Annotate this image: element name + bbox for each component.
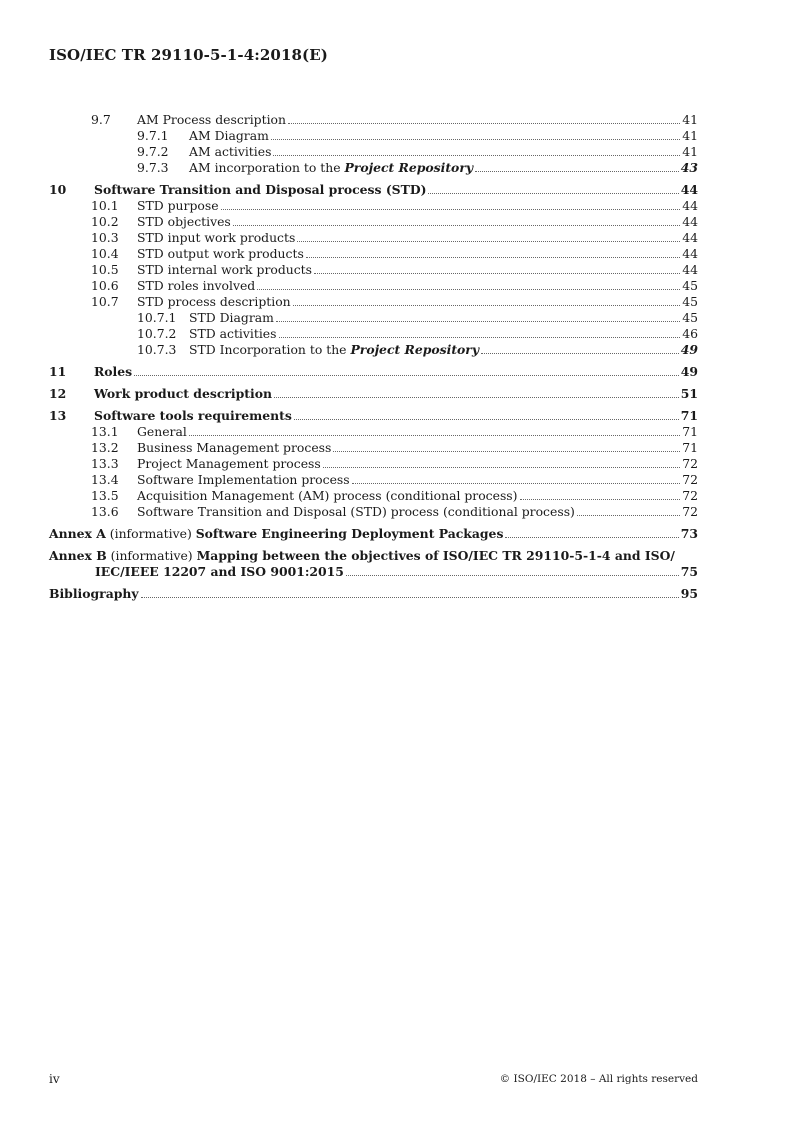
toc-page: 75 [680,564,698,579]
toc-title-emphasis: Project Repository [344,160,474,175]
toc-number: 13.4 [91,472,119,487]
toc-title-line1 [49,548,698,564]
annex-label: Annex A [49,526,106,541]
toc-title: AM Process description [137,112,286,127]
toc-entry-10-5[interactable] [49,262,698,278]
toc-page: 44 [680,182,698,197]
dot-leader [505,536,678,538]
toc-title: Software Transition and Disposal (STD) process (conditional process) [137,504,575,519]
toc-number: 9.7.3 [137,160,169,175]
annex-title-line1: Mapping between the objectives of ISO/IEC TR 29110-5-1-4 and ISO/ [196,548,675,563]
toc-title: STD Diagram [189,310,274,325]
toc-page: 49 [680,342,698,357]
toc-entry-13-1[interactable] [49,424,698,440]
toc-page: 49 [680,364,698,379]
toc-page: 43 [680,160,698,175]
toc-page: 71 [682,440,698,455]
toc-title: Acquisition Management (AM) process (conditional process) [137,488,518,503]
toc-number: 13.2 [91,440,119,455]
toc-title: STD purpose [137,198,219,213]
toc-page: 72 [682,456,698,471]
document-header: ISO/IEC TR 29110-5-1-4:2018(E) [49,46,328,64]
annex-title: Software Engineering Deployment Packages [195,526,504,541]
dot-leader [221,208,681,210]
dot-leader [323,466,680,468]
toc-page: 72 [682,488,698,503]
toc-entry-annex-b[interactable] [49,548,698,580]
toc-title-line2 [49,564,698,580]
annex-type: (informative) [105,526,196,541]
toc-title: General [137,424,187,439]
toc-title: Software Transition and Disposal process (STD) [94,182,427,197]
toc-entry-11[interactable] [49,364,698,380]
toc-page: 51 [680,386,698,401]
toc-entry-13[interactable] [49,408,698,424]
annex-type: (informative) [106,548,197,563]
toc-entry-12[interactable] [49,386,698,402]
toc-entry-10-6[interactable] [49,278,698,294]
toc-number: 12 [49,386,67,401]
toc-number: 10.3 [91,230,119,245]
table-of-contents [49,112,698,602]
dot-leader [475,170,679,172]
dot-leader [233,224,680,226]
toc-page: 44 [682,198,698,213]
toc-title: STD internal work products [137,262,313,277]
dot-leader [293,304,681,306]
annex-title-line2: IEC/IEEE 12207 and ISO 9001:2015 [95,564,344,579]
toc-title: AM Diagram [189,128,269,143]
toc-page: 71 [680,408,698,423]
toc-number: 9.7.1 [137,128,169,143]
toc-title: Project Management process [137,456,321,471]
toc-number: 10.7 [91,294,119,309]
toc-number: 9.7 [91,112,111,127]
toc-number: 10 [49,182,67,197]
dot-leader [346,574,679,576]
toc-page: 41 [682,144,698,159]
toc-page: 46 [682,326,698,341]
toc-title: Business Management process [137,440,332,455]
toc-number: 13.5 [91,488,119,503]
toc-number: 13 [49,408,67,423]
dot-leader [271,138,680,140]
dot-leader [276,320,680,322]
toc-number: 10.4 [91,246,119,261]
toc-entry-13-2[interactable] [49,440,698,456]
toc-title: AM activities [189,144,272,159]
toc-number: 10.1 [91,198,119,213]
toc-number: 10.2 [91,214,119,229]
toc-title: STD input work products [137,230,296,245]
toc-page: 41 [682,128,698,143]
toc-title: Bibliography [49,586,139,601]
toc-title: Roles [94,364,133,379]
toc-entry-9-7[interactable] [49,112,698,128]
toc-entry-10-3[interactable] [49,230,698,246]
toc-number: 10.6 [91,278,119,293]
toc-entry-10-7[interactable] [49,294,698,310]
toc-title [189,342,479,358]
toc-entry-13-5[interactable] [49,488,698,504]
toc-title-prefix: STD Incorporation to the [189,342,351,357]
toc-entry-10-2[interactable] [49,214,698,230]
toc-page: 72 [682,472,698,487]
toc-page: 73 [680,526,698,541]
toc-entry-10-4[interactable] [49,246,698,262]
toc-entry-13-6[interactable] [49,504,698,520]
toc-title: STD activities [189,326,277,341]
dot-leader [134,374,679,376]
toc-entry-bibliography[interactable] [49,586,698,602]
toc-page: 71 [682,424,698,439]
toc-number: 10.5 [91,262,119,277]
toc-title: STD roles involved [137,278,256,293]
toc-entry-13-3[interactable] [49,456,698,472]
toc-page: 44 [682,230,698,245]
dot-leader [288,122,680,124]
dot-leader [141,596,679,598]
dot-leader [333,450,680,452]
toc-number: 13.1 [91,424,119,439]
toc-number: 13.6 [91,504,119,519]
toc-page: 44 [682,214,698,229]
toc-page: 44 [682,246,698,261]
toc-entry-9-7-3[interactable] [49,160,698,176]
toc-title: STD process description [137,294,291,309]
toc-entry-13-4[interactable] [49,472,698,488]
dot-leader [577,514,680,516]
toc-entry-10-7-2[interactable] [49,326,698,342]
dot-leader [306,256,680,258]
toc-page: 45 [682,278,698,293]
toc-title [189,160,473,176]
toc-title-emphasis: Project Repository [350,342,480,357]
toc-title: Software Implementation process [137,472,350,487]
toc-page: 41 [682,112,698,127]
dot-leader [314,272,680,274]
dot-leader [189,434,680,436]
dot-leader [297,240,680,242]
toc-entry-10-7-1[interactable] [49,310,698,326]
toc-number: 11 [49,364,67,379]
toc-number: 9.7.2 [137,144,169,159]
toc-entry-10-1[interactable] [49,198,698,214]
toc-page: 45 [682,310,698,325]
dot-leader [257,288,680,290]
toc-number: 13.3 [91,456,119,471]
toc-entry-9-7-2[interactable] [49,144,698,160]
toc-title-prefix: AM incorporation to the [189,160,345,175]
toc-entry-annex-a[interactable] [49,526,698,542]
toc-number: 10.7.1 [137,310,177,325]
toc-number: 10.7.2 [137,326,177,341]
dot-leader [279,336,681,338]
dot-leader [428,192,678,194]
toc-number: 10.7.3 [137,342,177,357]
toc-title: Software tools requirements [94,408,292,423]
toc-title [49,526,503,542]
dot-leader [481,352,679,354]
dot-leader [274,396,679,398]
toc-page: 45 [682,294,698,309]
toc-entry-10-7-3[interactable] [49,342,698,358]
dot-leader [352,482,681,484]
dot-leader [294,418,679,420]
toc-page: 95 [680,586,698,601]
dot-leader [273,154,680,156]
toc-title: STD output work products [137,246,304,261]
dot-leader [520,498,681,500]
toc-entry-9-7-1[interactable] [49,128,698,144]
toc-entry-10[interactable] [49,182,698,198]
toc-page: 44 [682,262,698,277]
page-number: iv [49,1072,60,1086]
toc-title: Work product description [94,386,272,401]
toc-title: STD objectives [137,214,231,229]
copyright-notice: © ISO/IEC 2018 – All rights reserved [499,1073,698,1085]
annex-label: Annex B [49,548,107,563]
toc-page: 72 [682,504,698,519]
